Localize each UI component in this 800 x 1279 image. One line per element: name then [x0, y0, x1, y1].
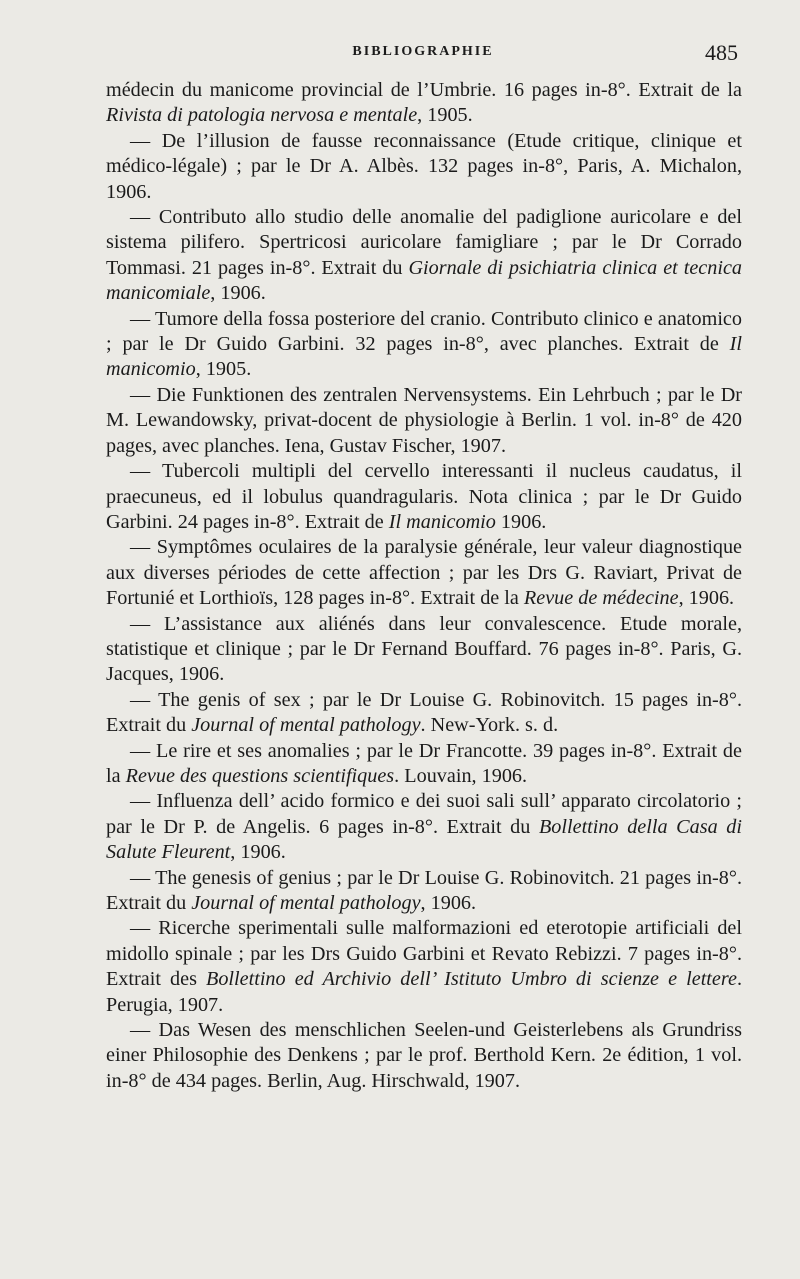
- publication-title: Giornale di psichiatria clinica et tecnica manicomiale: [106, 256, 742, 305]
- entry-text: — L’assistance aux aliénés dans leur convalescence. Etude morale, statistique et clinique ; par le Dr Fernand Bouffard. 76 pages in-8°. Paris, G. Jacques, 1906.: [106, 612, 742, 686]
- publication-title: Il manicomio: [106, 333, 742, 381]
- entry-continuation: [106, 78, 742, 129]
- bibliography-entry: [106, 129, 742, 205]
- bibliography-body: [106, 78, 742, 1094]
- publication-title: Journal of mental pathology: [191, 714, 421, 737]
- publication-title: Rivista di patologia nervosa e mentale: [106, 104, 418, 127]
- entry-text: — Das Wesen des menschlichen Seelen-und Geisterlebens als Grundriss einer Philosophie des Denkens ; par le prof. Berthold Kern. 2e édition, 1 vol. in-8° de 434 pages. Berlin, Aug. Hirschwald, 1907.: [106, 1019, 742, 1092]
- bibliography-entry: [106, 459, 742, 535]
- entry-text: 1906.: [495, 510, 547, 533]
- entry-text: . Perugia, 1907.: [106, 968, 742, 1016]
- entry-text: — Influenza dell’ acido formico e dei suoi sali sull’ apparato circolatorio ; par le Dr P. de Angelis. 6 pages in-8°. Extrait du: [106, 790, 742, 838]
- entry-text: — Die Funktionen des zentralen Nervensystems. Ein Lehrbuch ; par le Dr M. Lewandowsky, privat-docent de physiologie à Berlin. 1 vol. in-8° de 420 pages, avec planches. Iena, Gustav Fischer, 1907.: [106, 383, 742, 457]
- entry-text: — Tubercoli multipli del cervello interessanti il nucleus caudatus, il praecuneus, ed il lobulus quandragularis. Nota clinica ; par le Dr Guido Garbini. 24 pages in-8°. Extrait de: [106, 460, 742, 533]
- bibliography-entry: [106, 383, 742, 459]
- entry-text: , 1906.: [210, 282, 266, 305]
- running-head: [108, 40, 738, 68]
- entry-text: — De l’illusion de fausse reconnaissance (Etude critique, clinique et médico-légale) ; par le Dr A. Albès. 132 pages in-8°, Paris, A. Michalon, 1906.: [106, 129, 742, 203]
- bibliography-entry: [106, 612, 742, 688]
- bibliography-entry: [106, 739, 742, 790]
- bibliography-entry: [106, 916, 742, 1018]
- entry-text: — Symptômes oculaires de la paralysie générale, leur valeur diagnostique aux diverses périodes de cette affection ; par les Drs G. Raviart, Privat de Fortunié et Lorthioïs, 128 pages in-8°. Extrait de la: [106, 536, 742, 610]
- bibliography-entry: [106, 688, 742, 739]
- publication-title: Bollettino della Casa di Salute Fleurent: [106, 815, 742, 864]
- entry-text: , 1905.: [417, 104, 473, 127]
- bibliography-entry: [106, 205, 742, 307]
- running-title: BIBLIOGRAPHIE: [352, 44, 494, 59]
- entry-text: — The genesis of genius ; par le Dr Louise G. Robinovitch. 21 pages in-8°. Extrait du: [106, 866, 742, 914]
- entry-text: — Ricerche sperimentali sulle malformazioni ed eterotopie artificiali del midollo spinale ; par les Drs Guido Garbini et Revato Rebizzi. 7 pages in-8°. Extrait des: [106, 917, 742, 991]
- entry-text: . Louvain, 1906.: [394, 764, 528, 787]
- publication-title: Revue des questions scientifiques: [125, 764, 395, 787]
- entry-text: médecin du manicome provincial de l’Umbrie. 16 pages in-8°. Extrait de la: [106, 79, 742, 101]
- page-number: 485: [705, 40, 738, 65]
- bibliography-entry: [106, 789, 742, 865]
- entry-text: — The genis of sex ; par le Dr Louise G. Robinovitch. 15 pages in-8°. Extrait du: [106, 688, 742, 737]
- publication-title: Journal of mental pathology: [191, 892, 421, 914]
- entry-text: — Tumore della fossa posteriore del cranio. Contributo clinico e anatomico ; par le Dr Guido Garbini. 32 pages in-8°, avec planches. Extrait de: [106, 307, 742, 356]
- entry-text: , 1906.: [420, 892, 477, 914]
- bibliography-entry: [106, 1018, 742, 1094]
- publication-title: Bollettino ed Archivio dell’ Istituto Umbro di scienze e lettere: [206, 968, 737, 991]
- bibliography-entry: [106, 535, 742, 611]
- entry-text: , 1906.: [678, 587, 735, 610]
- publication-title: Il manicomio: [388, 510, 496, 533]
- entry-text: , 1906.: [230, 841, 286, 864]
- entry-text: , 1905.: [195, 358, 252, 381]
- bibliography-entry: [106, 866, 742, 917]
- publication-title: Revue de médecine: [523, 587, 679, 610]
- bibliography-entry: [106, 307, 742, 383]
- entry-text: . New-York. s. d.: [420, 714, 559, 737]
- entry-text: — Contributo allo studio delle anomalie del padiglione auricolare e del sistema pilifero. Spertricosi auricolare famigliare ; par le Dr Corrado Tommasi. 21 pages in-8°. Extrait du: [106, 206, 742, 279]
- entry-text: — Le rire et ses anomalies ; par le Dr Francotte. 39 pages in-8°. Extrait de la: [106, 739, 742, 787]
